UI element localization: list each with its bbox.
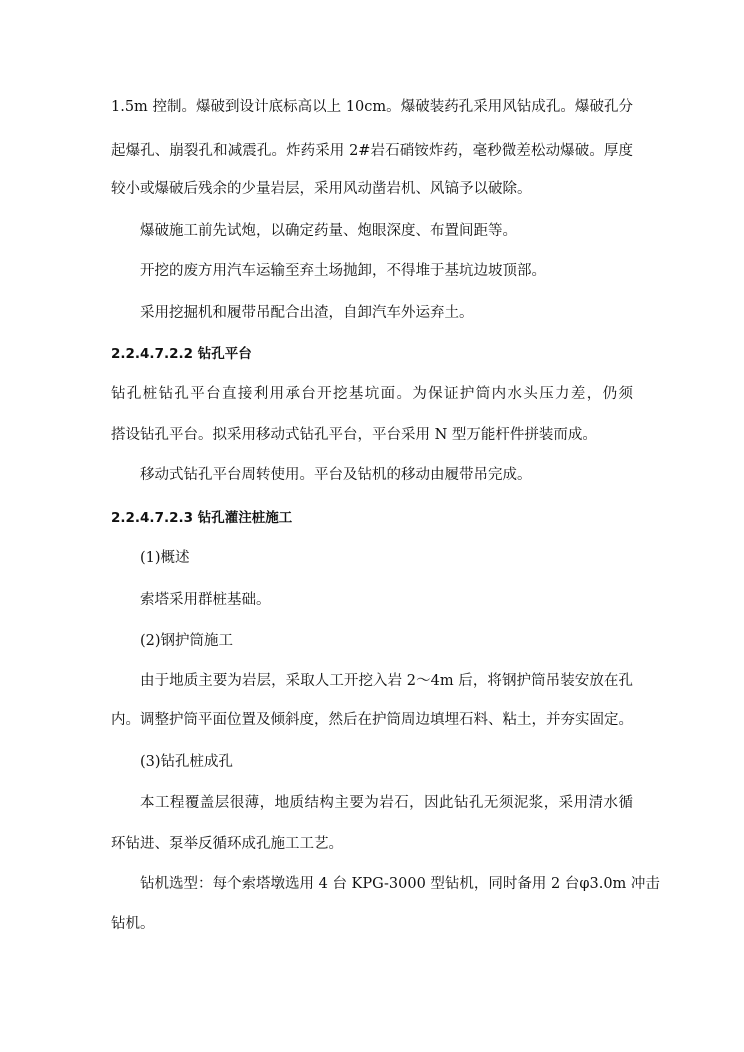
section-heading: 2.2.4.7.2.2 钻孔平台 [111, 346, 252, 362]
paragraph-line: 索塔采用群桩基础。 [140, 592, 271, 608]
paragraph-line: 移动式钻孔平台周转使用。平台及钻机的移动由履带吊完成。 [140, 467, 532, 483]
paragraph-line: 环钻进、泵举反循环成孔施工工艺。 [111, 836, 343, 852]
paragraph-line: 本工程覆盖层很薄，地质结构主要为岩石，因此钻孔无须泥浆，采用清水循 [140, 795, 633, 811]
paragraph-line: 由于地质主要为岩层，采取人工开挖入岩 2～4m 后，将钢护筒吊装安放在孔 [140, 673, 633, 689]
section-heading: 2.2.4.7.2.3 钻孔灌注桩施工 [111, 510, 293, 526]
paragraph-line: 1.5m 控制。爆破到设计底标高以上 10cm。爆破装药孔采用风钻成孔。爆破孔分 [111, 99, 633, 115]
paragraph-line: 钻孔桩钻孔平台直接利用承台开挖基坑面。为保证护筒内水头压力差，仍须 [111, 386, 633, 402]
paragraph-line: 钻机选型：每个索塔墩选用 4 台 KPG-3000 型钻机，同时备用 2 台φ3.0m 冲击 [140, 876, 660, 892]
paragraph-line: 起爆孔、崩裂孔和减震孔。炸药采用 2#岩石硝铵炸药，毫秒微差松动爆破。厚度 [111, 143, 633, 159]
paragraph-line: 内。调整护筒平面位置及倾斜度，然后在护筒周边填埋石料、粘土，并夯实固定。 [111, 712, 633, 728]
paragraph-line: 采用挖掘机和履带吊配合出渣，自卸汽车外运弃土。 [140, 305, 474, 321]
paragraph-line: 爆破施工前先试炮，以确定药量、炮眼深度、布置间距等。 [140, 223, 517, 239]
subheading: (2)钢护筒施工 [140, 633, 234, 649]
paragraph-line: 较小或爆破后残余的少量岩层，采用风动凿岩机、风镐予以破除。 [111, 181, 532, 197]
paragraph-line: 搭设钻孔平台。拟采用移动式钻孔平台，平台采用 N 型万能杆件拼装而成。 [111, 427, 597, 443]
subheading: (3)钻孔桩成孔 [140, 754, 234, 770]
paragraph-line: 钻机。 [111, 916, 155, 932]
subheading: (1)概述 [140, 550, 190, 566]
paragraph-line: 开挖的废方用汽车运输至弃土场抛卸，不得堆于基坑边坡顶部。 [140, 263, 546, 279]
